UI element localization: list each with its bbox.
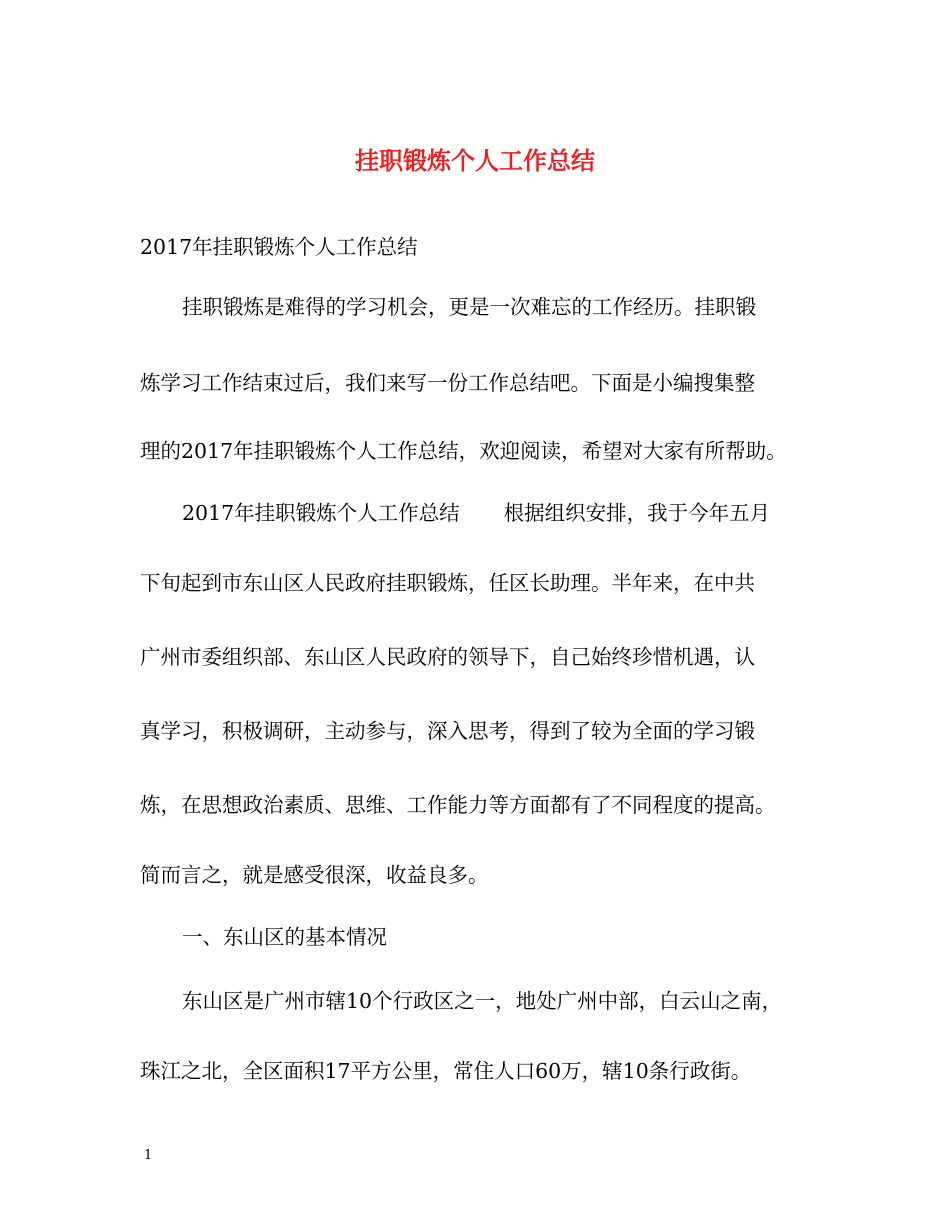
document-title: 挂职锻炼个人工作总结 (355, 146, 595, 175)
paragraph-line: 广州市委组织部、东山区人民政府的领导下，自己始终珍惜机遇，认 (140, 645, 755, 669)
paragraph-line (182, 498, 862, 528)
paragraph-line: 真学习，积极调研，主动参与，深入思考，得到了较为全面的学习锻 (140, 719, 755, 743)
document-subtitle: 2017年挂职锻炼个人工作总结 (140, 235, 418, 259)
page-number: 1 (144, 1148, 153, 1163)
paragraph-heading: 2017年挂职锻炼个人工作总结 (182, 501, 460, 525)
paragraph-line: 炼学习工作结束过后，我们来写一份工作总结吧。下面是小编搜集整 (140, 371, 755, 395)
paragraph-line: 东山区是广州市辖10个行政区之一，地处广州中部，白云山之南， (182, 989, 783, 1013)
paragraph-line: 下旬起到市东山区人民政府挂职锻炼，任区长助理。半年来，在中共 (140, 571, 755, 595)
paragraph-text: 根据组织安排，我于今年五月 (503, 501, 771, 525)
paragraph-line: 挂职锻炼是难得的学习机会，更是一次难忘的工作经历。挂职锻 (182, 295, 756, 319)
paragraph-line: 炼，在思想政治素质、思维、工作能力等方面都有了不同程度的提高。 (140, 793, 776, 817)
paragraph-line: 理的2017年挂职锻炼个人工作总结，欢迎阅读，希望对大家有所帮助。 (140, 439, 787, 463)
paragraph-line: 简而言之，就是感受很深，收益良多。 (140, 863, 489, 887)
paragraph-line: 珠江之北，全区面积17平方公里，常住人口60万，辖10条行政街。 (140, 1059, 752, 1083)
section-heading: 一、东山区的基本情况 (182, 925, 387, 949)
